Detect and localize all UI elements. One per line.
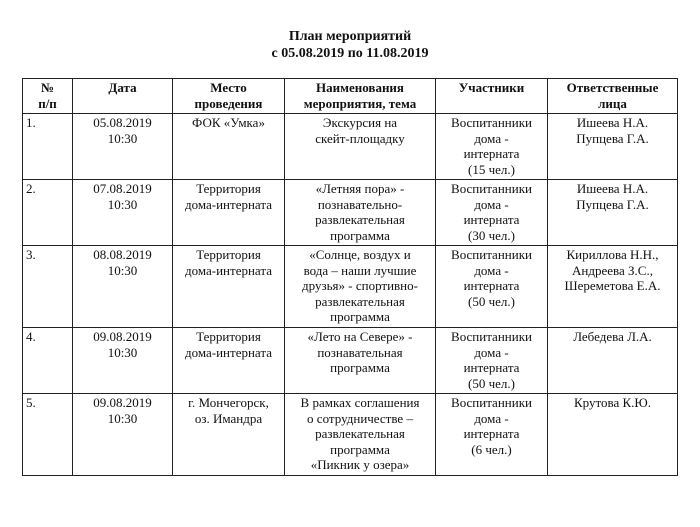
table-row [23, 246, 678, 328]
cell-date: 09.08.2019 10:30 [73, 394, 173, 476]
header-event: Наименования мероприятия, тема [285, 79, 436, 114]
header-num: № п/п [23, 79, 73, 114]
table-row [23, 328, 678, 394]
cell-num: 3. [23, 246, 73, 328]
table-row [23, 114, 678, 180]
cell-participants: Воспитанники дома - интерната (50 чел.) [436, 246, 548, 328]
table-row [23, 180, 678, 246]
cell-participants: Воспитанники дома - интерната (6 чел.) [436, 394, 548, 476]
cell-num: 2. [23, 180, 73, 246]
page-title-line-1: План мероприятий [288, 29, 412, 44]
cell-responsible: Крутова К.Ю. [548, 394, 678, 476]
cell-date: 09.08.2019 10:30 [73, 328, 173, 394]
cell-place: ФОК «Умка» [173, 114, 285, 180]
cell-event: В рамках соглашения о сотрудничестве – развлекательная программа «Пикник у озера» [285, 394, 436, 476]
cell-responsible: Лебедева Л.А. [548, 328, 678, 394]
cell-date: 05.08.2019 10:30 [73, 114, 173, 180]
cell-event: «Солнце, воздух и вода – наши лучшие друзья» - спортивно- развлекательная программа [285, 246, 436, 328]
cell-date: 07.08.2019 10:30 [73, 180, 173, 246]
cell-num: 4. [23, 328, 73, 394]
cell-place: г. Мончегорск, оз. Имандра [173, 394, 285, 476]
header-responsible: Ответственные лица [548, 79, 678, 114]
cell-responsible: Ишеева Н.А. Пупцева Г.А. [548, 180, 678, 246]
cell-date: 08.08.2019 10:30 [73, 246, 173, 328]
cell-participants: Воспитанники дома - интерната (15 чел.) [436, 114, 548, 180]
cell-num: 1. [23, 114, 73, 180]
page-title-line-2: с 05.08.2019 по 11.08.2019 [271, 46, 429, 61]
header-participants: Участники [436, 79, 548, 114]
table-row [23, 394, 678, 476]
page-title [0, 28, 700, 62]
cell-participants: Воспитанники дома - интерната (50 чел.) [436, 328, 548, 394]
table-header-row [23, 79, 678, 114]
cell-responsible: Кириллова Н.Н., Андреева З.С., Шереметова Е.А. [548, 246, 678, 328]
cell-participants: Воспитанники дома - интерната (30 чел.) [436, 180, 548, 246]
cell-place: Территория дома-интерната [173, 328, 285, 394]
events-table [22, 78, 678, 476]
cell-event: «Лето на Севере» - познавательная программа [285, 328, 436, 394]
header-date: Дата [73, 79, 173, 114]
header-place: Место проведения [173, 79, 285, 114]
cell-event: Экскурсия на скейт-площадку [285, 114, 436, 180]
cell-num: 5. [23, 394, 73, 476]
cell-place: Территория дома-интерната [173, 246, 285, 328]
cell-responsible: Ишеева Н.А. Пупцева Г.А. [548, 114, 678, 180]
cell-place: Территория дома-интерната [173, 180, 285, 246]
cell-event: «Летняя пора» - познавательно- развлекательная программа [285, 180, 436, 246]
